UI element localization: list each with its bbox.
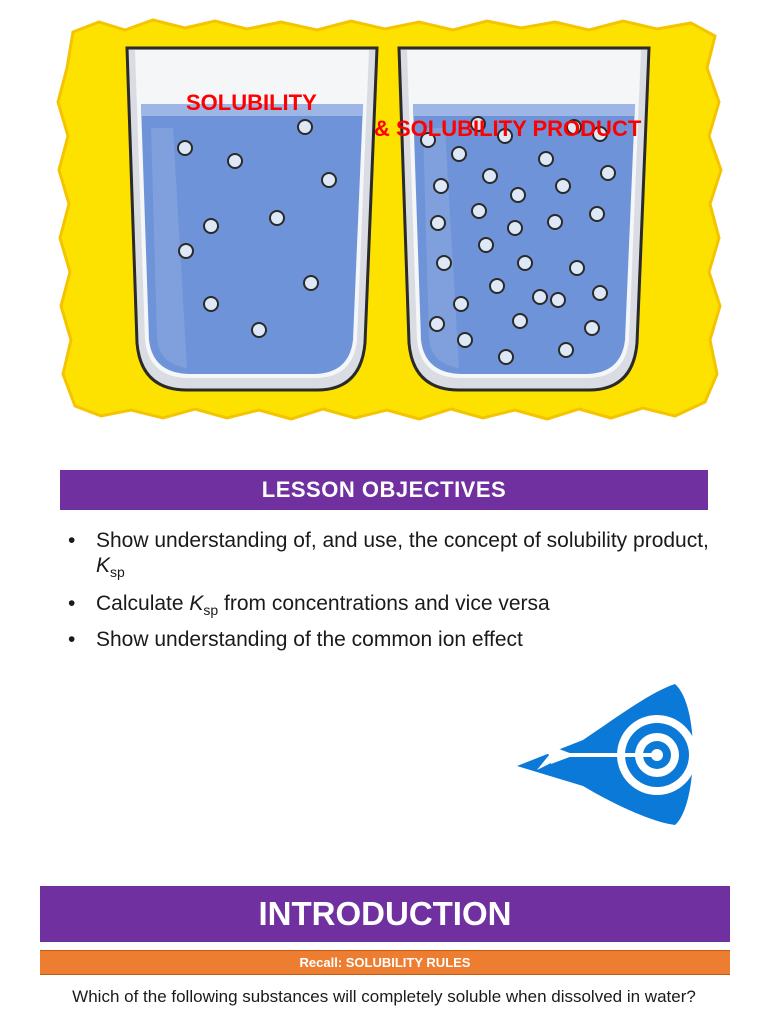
hero-title: [0, 64, 768, 142]
objective-text: Show understanding of, and use, the concept of solubility product,: [96, 529, 709, 552]
objective-item: [64, 627, 724, 652]
ksp-symbol: K: [189, 592, 204, 615]
objectives-list: [64, 528, 724, 656]
ksp-symbol: K: [96, 554, 111, 577]
target-arrow-icon: [515, 682, 700, 827]
objective-text-after: from concentrations and vice versa: [218, 592, 550, 615]
hero-title-part1: SOLUBILITY: [186, 90, 317, 115]
lesson-objectives-heading: LESSON OBJECTIVES: [60, 470, 708, 510]
objective-text: Calculate: [96, 592, 190, 615]
objective-item: [64, 528, 724, 585]
hero-title-part2: & SOLUBILITY PRODUCT: [374, 116, 642, 141]
objective-item: [64, 591, 724, 623]
introduction-heading: INTRODUCTION: [40, 886, 730, 942]
bullet-icon: •: [68, 628, 76, 651]
question-text: Which of the following substances will completely soluble when dissolved in water?: [72, 987, 696, 1006]
bullet-icon: •: [68, 592, 76, 615]
objective-text: Show understanding of the common ion effect: [96, 628, 523, 651]
recall-solubility-rules-bar: Recall: SOLUBILITY RULES: [40, 950, 730, 975]
ksp-subscript: sp: [203, 602, 219, 618]
ksp-subscript: sp: [110, 564, 125, 580]
bullet-icon: •: [68, 529, 76, 552]
